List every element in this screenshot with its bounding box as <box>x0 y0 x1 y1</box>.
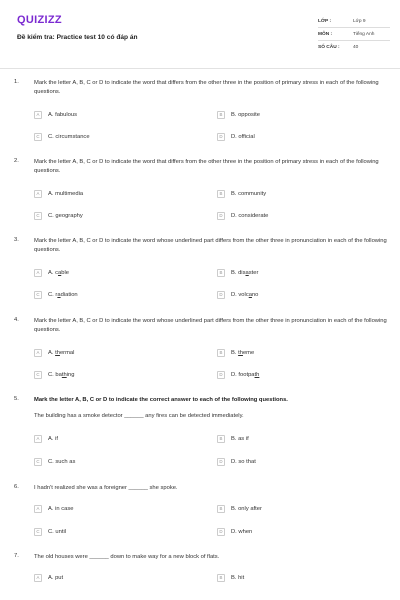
option-letter-box: B <box>217 574 225 582</box>
option-text: B. hit <box>231 574 245 581</box>
option-text <box>48 270 69 276</box>
option-text: D. official <box>231 133 255 140</box>
meta-row-count <box>318 41 390 54</box>
option-text: B. opposite <box>231 111 261 118</box>
option-text: D. when <box>231 528 253 535</box>
question-text: Mark the letter A, B, C or D to indicate the word whose underlined part differs from the other three in pronunciation in each of the following questions. <box>34 238 387 253</box>
meta-row-grade <box>318 15 390 28</box>
option-text-pre: B. dis <box>231 269 246 276</box>
option-text-post: no <box>251 291 259 298</box>
option-text: C. until <box>48 528 67 535</box>
option-text <box>231 350 254 356</box>
option-text: D. so that <box>231 458 256 465</box>
meta-label: LỚP : <box>318 18 332 24</box>
worksheet-header <box>0 0 400 66</box>
option-a[interactable] <box>34 504 73 513</box>
option-text: A. put <box>48 574 64 581</box>
option-d[interactable] <box>217 211 268 220</box>
option-text-pre: D. volc <box>231 291 249 298</box>
underlined-part: th <box>55 349 60 356</box>
option-text <box>48 350 74 356</box>
question-text: The old houses were ______ down to make way for a new block of flats. <box>34 554 220 560</box>
underlined-part: a <box>58 269 62 276</box>
underlined-part: a <box>245 269 249 276</box>
page-title: Đề kiểm tra: Practice test 10 có đáp án <box>17 34 138 41</box>
option-c[interactable] <box>34 527 66 536</box>
option-letter-box: D <box>217 212 225 220</box>
option-c[interactable] <box>34 370 74 379</box>
option-text: C. such as <box>48 458 76 465</box>
option-b[interactable] <box>217 573 244 582</box>
question-number: 4. <box>14 317 19 323</box>
option-b[interactable] <box>217 189 266 198</box>
option-letter-box: D <box>217 291 225 299</box>
option-text: C. circumstance <box>48 133 90 140</box>
option-text <box>231 372 259 378</box>
option-letter-box: A <box>34 505 42 513</box>
question-stem: The building has a smoke detector ______ any fires can be detected immediately. <box>34 413 244 419</box>
option-text-post: eme <box>242 349 255 356</box>
meta-label: SỐ CÂU : <box>318 45 340 50</box>
option-a[interactable] <box>34 268 69 277</box>
option-letter-box: D <box>217 371 225 379</box>
meta-label: MÔN : <box>318 31 333 37</box>
option-text-pre: C. ba <box>48 371 62 378</box>
option-c[interactable] <box>34 211 83 220</box>
option-a[interactable] <box>34 434 58 443</box>
option-text: A. fabulous <box>48 111 78 118</box>
meta-value: Lớp 9 <box>353 18 366 24</box>
option-a[interactable] <box>34 573 63 582</box>
option-text: A. multimedia <box>48 190 84 197</box>
option-text-post: diation <box>60 291 78 298</box>
option-d[interactable] <box>217 370 259 379</box>
option-a[interactable] <box>34 348 74 357</box>
question-number: 5. <box>14 396 19 402</box>
option-letter-box: A <box>34 435 42 443</box>
option-text-pre: A. c <box>48 269 58 276</box>
option-d[interactable] <box>217 527 252 536</box>
option-letter-box: B <box>217 111 225 119</box>
option-b[interactable] <box>217 348 254 357</box>
option-letter-box: C <box>34 528 42 536</box>
option-text <box>48 292 78 298</box>
option-letter-box: C <box>34 371 42 379</box>
option-text: B. community <box>231 190 267 197</box>
question-number: 3. <box>14 237 19 243</box>
option-b[interactable] <box>217 110 260 119</box>
option-letter-box: D <box>217 133 225 141</box>
option-d[interactable] <box>217 457 256 466</box>
meta-value: Tiếng Anh <box>353 31 375 37</box>
option-letter-box: B <box>217 435 225 443</box>
question-number: 6. <box>14 484 19 490</box>
header-divider <box>0 68 400 69</box>
option-text: A. if <box>48 435 58 442</box>
option-text-post: ermal <box>59 349 75 356</box>
question-text: Mark the letter A, B, C or D to indicate the word whose underlined part differs from the other three in pronunciation in each of the following questions. <box>34 318 387 333</box>
option-a[interactable] <box>34 110 77 119</box>
option-d[interactable] <box>217 132 255 141</box>
option-a[interactable] <box>34 189 83 198</box>
option-letter-box: C <box>34 212 42 220</box>
option-letter-box: B <box>217 269 225 277</box>
underlined-part: th <box>61 371 67 378</box>
meta-value: 40 <box>353 45 359 50</box>
option-c[interactable] <box>34 457 75 466</box>
option-letter-box: B <box>217 190 225 198</box>
question-number: 7. <box>14 553 19 559</box>
option-letter-box: C <box>34 133 42 141</box>
option-letter-box: A <box>34 190 42 198</box>
option-text-pre: C. r <box>48 291 58 298</box>
underlined-part: a <box>248 291 252 298</box>
option-text: B. only after <box>231 505 262 512</box>
option-text-post: ster <box>248 269 259 276</box>
meta-table <box>318 15 390 54</box>
option-c[interactable] <box>34 290 78 299</box>
option-letter-box: C <box>34 291 42 299</box>
option-b[interactable] <box>217 268 258 277</box>
option-text: C. geography <box>48 212 83 219</box>
option-c[interactable] <box>34 132 90 141</box>
option-d[interactable] <box>217 290 258 299</box>
underlined-part: a <box>57 291 61 298</box>
option-letter-box: A <box>34 349 42 357</box>
option-letter-box: A <box>34 111 42 119</box>
option-text-post: ble <box>61 269 69 276</box>
option-text: D. considerate <box>231 212 269 219</box>
option-text-post: ing <box>66 371 75 378</box>
option-letter-box: C <box>34 458 42 466</box>
option-text: B. as if <box>231 435 249 442</box>
question-text: Mark the letter A, B, C or D to indicate the word that differs from the other three in the position of primary stress in each of the following questions. <box>34 159 379 174</box>
option-letter-box: B <box>217 349 225 357</box>
option-text-pre: D. footpa <box>231 371 255 378</box>
quizizz-logo: QUIZIZZ <box>17 14 62 26</box>
option-b[interactable] <box>217 504 262 513</box>
meta-row-subject <box>318 28 390 41</box>
underlined-part: th <box>238 349 243 356</box>
option-text-pre: A. <box>48 349 56 356</box>
question-number: 1. <box>14 79 19 85</box>
option-letter-box: B <box>217 505 225 513</box>
underlined-part: th <box>254 371 260 378</box>
option-b[interactable] <box>217 434 249 443</box>
question-text: Mark the letter A, B, C or D to indicate the correct answer to each of the following questions. <box>34 397 288 403</box>
option-text: A. in case <box>48 505 74 512</box>
question-text: I hadn't realized she was a foreigner ______ she spoke. <box>34 485 178 491</box>
option-letter-box: A <box>34 269 42 277</box>
question-number: 2. <box>14 158 19 164</box>
question-text: Mark the letter A, B, C or D to indicate the word that differs from the other three in the position of primary stress in each of the following questions. <box>34 80 379 95</box>
option-letter-box: D <box>217 458 225 466</box>
option-letter-box: D <box>217 528 225 536</box>
option-letter-box: A <box>34 574 42 582</box>
option-text <box>231 270 258 276</box>
option-text-pre: B. <box>231 349 239 356</box>
option-text <box>231 292 258 298</box>
option-text <box>48 372 74 378</box>
